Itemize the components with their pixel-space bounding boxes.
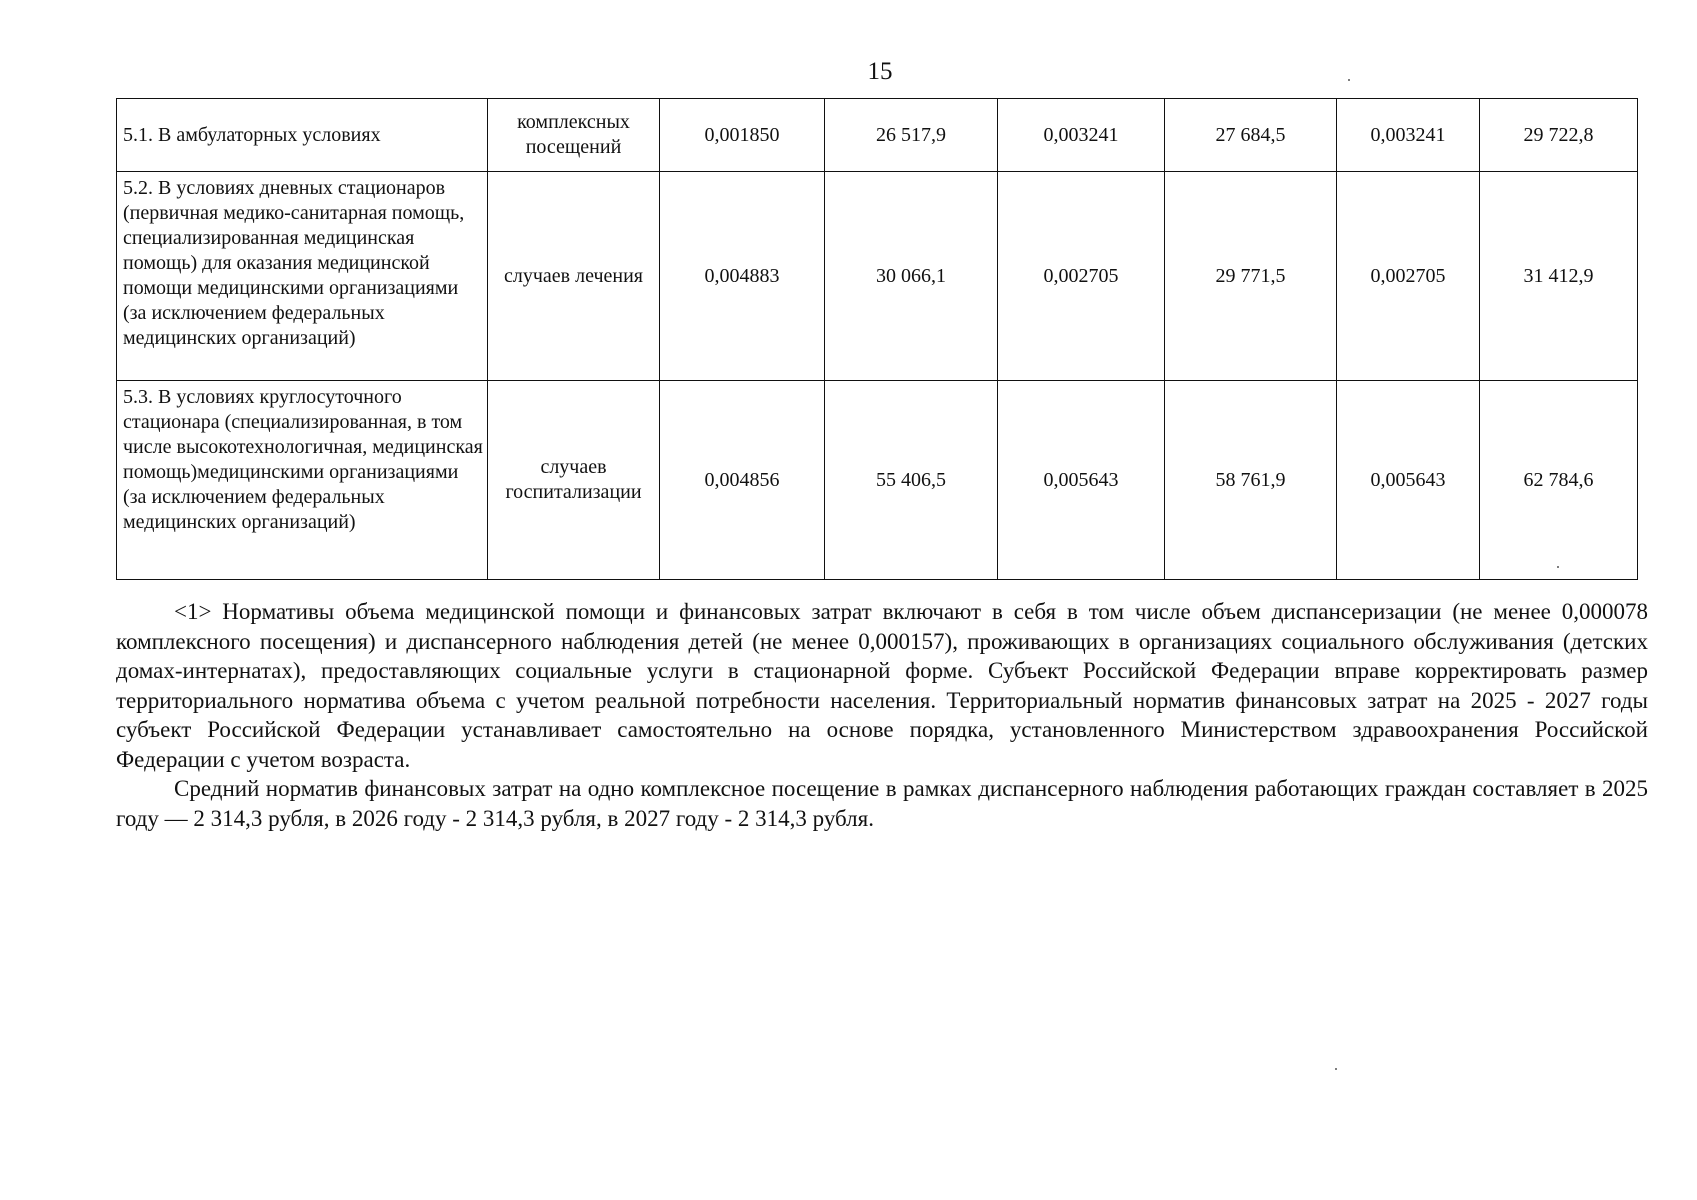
footnote-paragraph: Средний норматив финансовых затрат на одно комплексное посещение в рамках диспансерного наблюдения работающих граждан составляет в 2025 году — 2 314,3 рубля, в 2026 году - 2 314,3 рубля, в 2027 году - 2 314,3 рубля. bbox=[116, 776, 1648, 831]
row-value: 55 406,5 bbox=[825, 381, 998, 580]
row-unit: случаев лечения bbox=[488, 172, 660, 381]
row-name: 5.3. В условиях круглосуточного стационара (специализированная, в том числе высокотехнологичная, медицинская помощь)медицинскими организациями (за исключением федеральных медицинских организаций) bbox=[117, 381, 488, 580]
row-value: 58 761,9 bbox=[1165, 381, 1337, 580]
footnotes bbox=[116, 597, 1648, 833]
table-row bbox=[117, 99, 1638, 172]
row-value: 29 771,5 bbox=[1165, 172, 1337, 381]
row-name: 5.1. В амбулаторных условиях bbox=[117, 99, 488, 172]
row-value: 0,002705 bbox=[1337, 172, 1480, 381]
scan-speck bbox=[1348, 79, 1350, 81]
row-value: 0,005643 bbox=[998, 381, 1165, 580]
row-value: 27 684,5 bbox=[1165, 99, 1337, 172]
row-value: 62 784,6 bbox=[1480, 381, 1638, 580]
footnote-paragraph: <1> Нормативы объема медицинской помощи и финансовых затрат включают в себя в том числе объем диспансеризации (не менее 0,000078 комплексного посещения) и диспансерного наблюдения детей (не менее 0,000157), проживающих в организациях социального обслуживания (детских домах-интернатах), предоставляющих социальные услуги в стационарной форме. Субъект Российской Федерации вправе корректировать размер территориального норматива объема с учетом реальной потребности населения. Территориальный норматив финансовых затрат на 2025 - 2027 годы субъект Российской Федерации устанавливает самостоятельно на основе порядка, установленного Министерством здравоохранения Российской Федерации с учетом возраста. bbox=[116, 599, 1648, 772]
row-value: 0,004856 bbox=[660, 381, 825, 580]
row-value: 0,003241 bbox=[998, 99, 1165, 172]
row-value: 26 517,9 bbox=[825, 99, 998, 172]
row-value: 30 066,1 bbox=[825, 172, 998, 381]
table-row bbox=[117, 172, 1638, 381]
row-unit: комплексных посещений bbox=[488, 99, 660, 172]
row-value: 29 722,8 bbox=[1480, 99, 1638, 172]
row-value: 0,002705 bbox=[998, 172, 1165, 381]
row-value: 0,005643 bbox=[1337, 381, 1480, 580]
row-value: 0,003241 bbox=[1337, 99, 1480, 172]
row-value: 0,001850 bbox=[660, 99, 825, 172]
row-name: 5.2. В условиях дневных стационаров (первичная медико-санитарная помощь, специализированная медицинская помощь) для оказания медицинской помощи медицинскими организациями (за исключением федеральных медицинских организаций) bbox=[117, 172, 488, 381]
norms-table bbox=[116, 98, 1638, 580]
row-unit: случаев госпитализации bbox=[488, 381, 660, 580]
row-value: 0,004883 bbox=[660, 172, 825, 381]
table-row bbox=[117, 381, 1638, 580]
row-value: 31 412,9 bbox=[1480, 172, 1638, 381]
scan-speck bbox=[1335, 1068, 1337, 1070]
page-number: 15 bbox=[867, 58, 893, 85]
